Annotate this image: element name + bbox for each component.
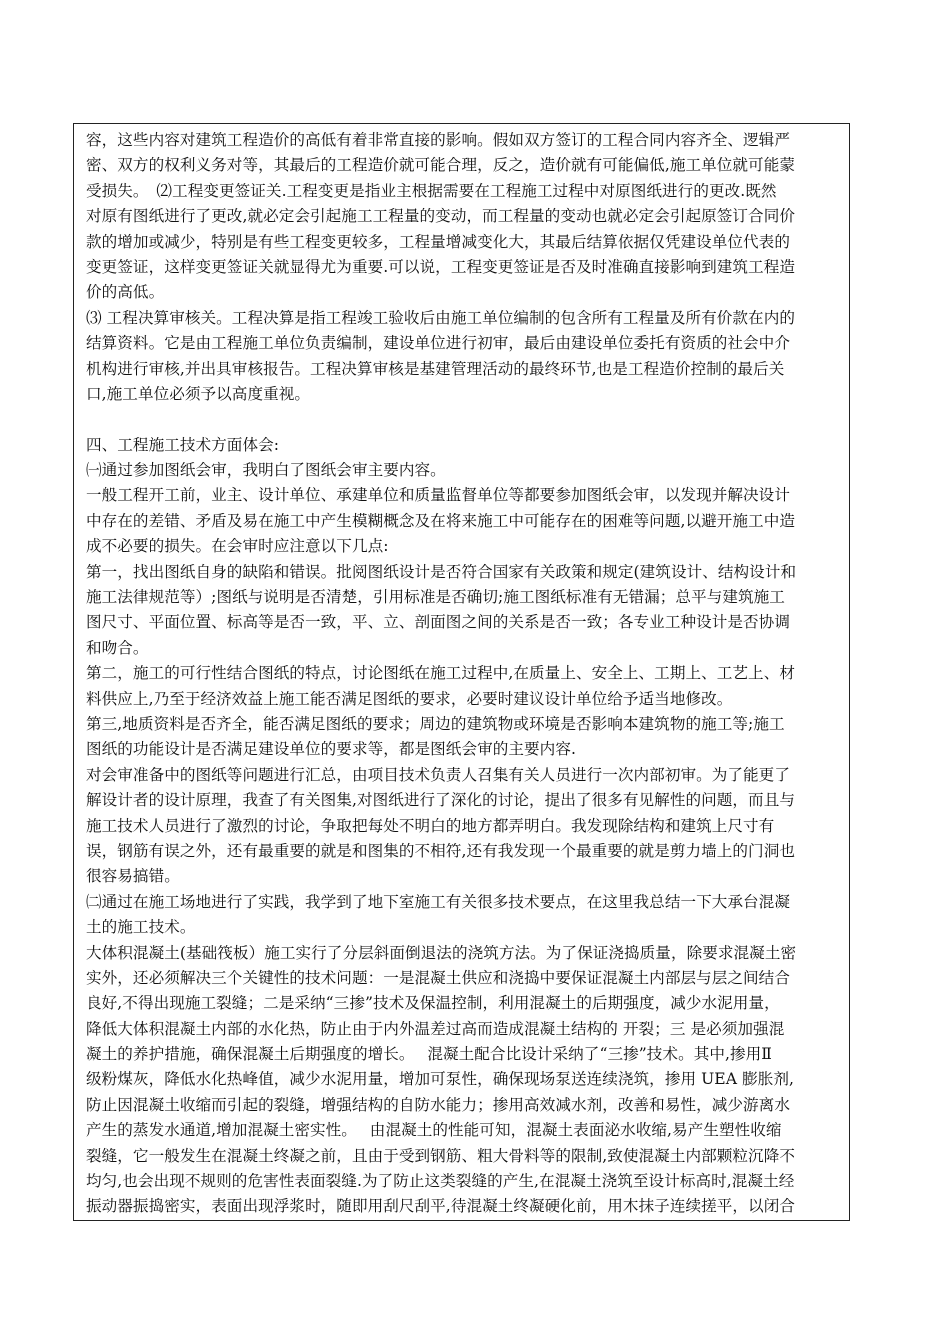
text-line: 实外，还必须解决三个关键性的技术问题：一是混凝土供应和浇捣中要保证混凝土内部层与层之间结合 [86,968,790,987]
text-line: 裂缝，它一般发生在混凝土终凝之前，且由于受到钢筋、粗大骨料等的限制,致使混凝土内部颗粒沉降不 [86,1146,795,1165]
text-line: 第一，找出图纸自身的缺陷和错误。批阅图纸设计是否符合国家有关政策和规定(建筑设计、结构设计和 [86,562,797,581]
blank-line [86,407,839,432]
text-line: 价的高低。 [86,283,165,302]
text-line: 均匀,也会出现不规则的危害性表面裂缝.为了防止这类裂缝的产生,在混凝土浇筑至设计标高时,混凝土经 [86,1172,795,1191]
text-line: 对原有图纸进行了更改,就必定会引起施工工程量的变动，而工程量的变动也就必定会引起原签订合同价 [86,207,795,226]
text-line: ㈡通过在施工场地进行了实践，我学到了地下室施工有关很多技术要点，在这里我总结一下大承台混凝 [86,892,790,911]
text-line: 款的增加或减少，特别是有些工程变更较多，工程量增减变化大，其最后结算依据仅凭建设单位代表的 [86,232,790,251]
text-line: 施工法律规范等）;图纸与说明是否清楚，引用标准是否确切;施工图纸标准有无错漏；总平与建筑施工 [86,588,785,607]
text-line: 密、双方的权利义务对等，其最后的工程造价就可能合理，反之，造价就有可能偏低,施工单位就可能蒙 [86,156,795,175]
text-line: 变更签证，这样变更签证关就显得尤为重要.可以说，工程变更签证是否及时准确直接影响到建筑工程造 [86,257,795,276]
text-line: 受损失。 ⑵工程变更签证关.工程变更是指业主根据需要在工程施工过程中对原图纸进行的更改.既然 [86,181,777,200]
text-line: 和吻合。 [86,638,149,657]
text-line: 第二，施工的可行性结合图纸的特点，讨论图纸在施工过程中,在质量上、安全上、工期上、工艺上、材 [86,664,795,683]
text-line: 图纸的功能设计是否满足建设单位的要求等，都是图纸会审的主要内容. [86,740,576,759]
text-line: 成不必要的损失。在会审时应注意以下几点: [86,537,389,556]
text-line: 大体积混凝土(基础筏板）施工实行了分层斜面倒退法的浇筑方法。为了保证浇捣质量，除要求混凝土密 [86,943,797,962]
text-line: 振动器振捣密实，表面出现浮浆时，随即用刮尺刮平,待混凝土终凝硬化前，用木抹子连续搓平，以闭合 [86,1197,795,1216]
text-line: 凝土的养护措施，确保混凝土后期强度的增长。 混凝土配合比设计采纳了“三掺”技术。其中,掺用Ⅱ [86,1045,772,1064]
section-heading: 四、工程施工技术方面体会: [86,435,280,454]
text-line: 良好,不得出现施工裂缝；二是采纳“三掺”技术及保温控制，利用混凝土的后期强度，减少水泥用量， [86,994,780,1013]
text-line: ⑶ 工程决算审核关。工程决算是指工程竣工验收后由施工单位编制的包含所有工程量及所有价款在内的 [86,308,795,327]
text-line: 料供应上,乃至于经济效益上施工能否满足图纸的要求，必要时建议设计单位给予适当地修改。 [86,689,733,708]
text-line: 误，钢筋有误之外，还有最重要的就是和图集的不相符,还有我发现一个最重要的就是剪力墙上的门洞也 [86,841,795,860]
text-line: 对会审准备中的图纸等问题进行汇总，由项目技术负责人召集有关人员进行一次内部初审。为了能更了 [86,765,790,784]
text-line: 容，这些内容对建筑工程造价的高低有着非常直接的影响。假如双方签订的工程合同内容齐全、逻辑严 [86,131,790,149]
text-line: 防止因混凝土收缩而引起的裂缝，增强结构的自防水能力；掺用高效减水剂，改善和易性，减少游离水 [86,1095,790,1114]
text-line: 口,施工单位必须予以高度重视。 [86,384,311,403]
text-line: 很容易搞错。 [86,867,180,886]
text-line: 结算资料。它是由工程施工单位负责编制，建设单位进行初审，最后由建设单位委托有资质的社会中介 [86,334,790,353]
text-line: 解设计者的设计原理，我查了有关图集,对图纸进行了深化的讨论，提出了很多有见解性的问题，而且与 [86,791,795,810]
text-line: 施工技术人员进行了激烈的讨论，争取把每处不明白的地方都弄明白。我发现除结构和建筑上尺寸有 [86,816,775,835]
text-line: 土的施工技术。 [86,918,196,937]
text-line: 产生的蒸发水通道,增加混凝土密实性。 由混凝土的性能可知，混凝土表面泌水收缩,易产生塑性收缩 [86,1121,782,1140]
text-line: 级粉煤灰，降低水化热峰值，减少水泥用量，增加可泵性，确保现场泵送连续浇筑，掺用 UEA 膨胀剂, [86,1070,794,1089]
document-frame [73,123,850,1221]
text-line: 机构进行审核,并出具审核报告。工程决算审核是基建管理活动的最终环节,也是工程造价控制的最后关 [86,359,785,378]
text-line: 降低大体积混凝土内部的水化热，防止由于内外温差过高而造成混凝土结构的 开裂；三 是必须加强混 [86,1019,785,1038]
text-line: ㈠通过参加图纸会审，我明白了图纸会审主要内容。 [86,461,446,480]
text-line: 一般工程开工前，业主、设计单位、承建单位和质量监督单位等都要参加图纸会审，以发现并解决设计 [86,486,790,505]
text-line: 中存在的差错、矛盾及易在施工中产生模糊概念及在将来施工中可能存在的困难等问题,以避开施工中造 [86,511,795,530]
text-line: 图尺寸、平面位置、标高等是否一致，平、立、剖面图之间的关系是否一致；各专业工种设计是否协调 [86,613,790,632]
text-line: 第三,地质资料是否齐全，能否满足图纸的要求；周边的建筑物或环境是否影响本建筑物的施工等;施工 [86,714,785,733]
